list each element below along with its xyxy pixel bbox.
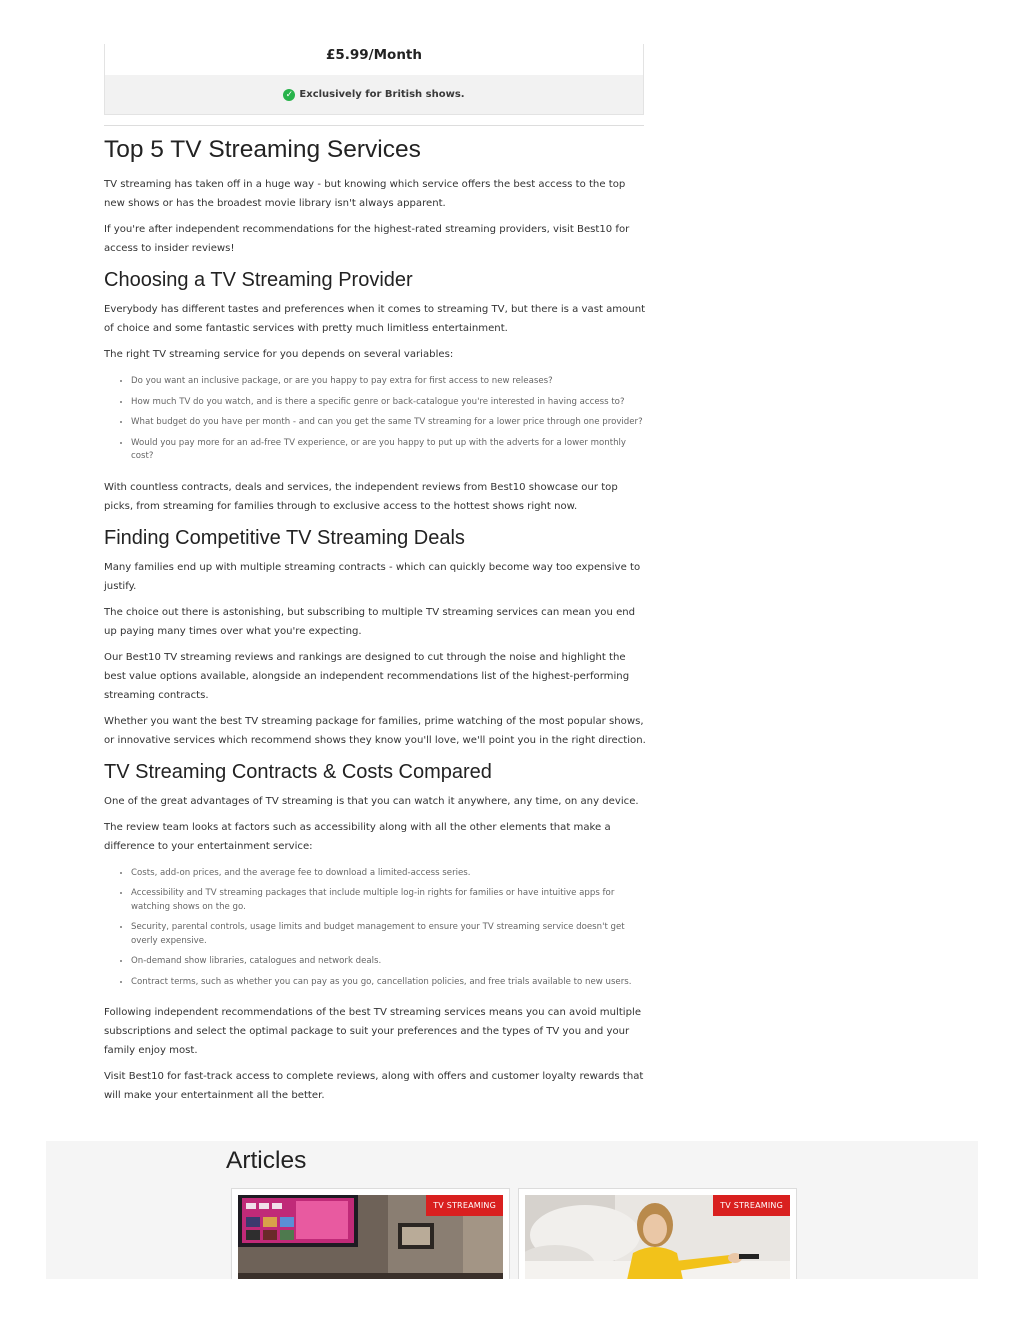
paragraph: Our Best10 TV streaming reviews and rankings are designed to cut through the noise and highlight the best value options available, alongside an independent recommendations list of the highest-performing streaming contracts. — [104, 651, 630, 701]
variables-list — [104, 375, 646, 464]
paragraph: The review team looks at factors such as accessibility along with all the other elements that make a difference to your entertainment service: — [104, 821, 611, 852]
paragraph: With countless contracts, deals and services, the independent reviews from Best10 showcase our top picks, from streaming for families through to exclusive access to the hottest shows right now. — [104, 481, 618, 512]
article-card[interactable] — [231, 1188, 510, 1279]
section-heading-contracts: TV Streaming Contracts & Costs Compared — [104, 760, 492, 783]
article-card[interactable] — [518, 1188, 797, 1279]
paragraph: Whether you want the best TV streaming package for families, prime watching of the most popular shows, or innovative services which recommend shows they know you'll love, we'll point you in the right direction. — [104, 715, 646, 746]
article-title: Top 5 TV Streaming Services — [104, 136, 421, 163]
list-item: • On-demand show libraries, catalogues and network deals. — [131, 955, 646, 969]
list-item: • Contract terms, such as whether you can pay as you go, cancellation policies, and free trials available to new users. — [131, 976, 646, 990]
paragraph: One of the great advantages of TV streaming is that you can watch it anywhere, any time, on any device. — [104, 795, 639, 807]
intro-paragraph: If you're after independent recommendations for the highest-rated streaming providers, visit Best10 for access to insider reviews! — [104, 224, 630, 254]
paragraph: Many families end up with multiple streaming contracts - which can quickly become way too expensive to justify. — [104, 561, 641, 592]
articles-section — [46, 1141, 978, 1279]
paragraph: Following independent recommendations of the best TV streaming services means you can avoid multiple subscriptions and select the optimal package to suit your preferences and the types of TV you and your family enjoy most. — [104, 1007, 642, 1056]
list-item: • Do you want an inclusive package, or are you happy to pay extra for first access to new releases? — [131, 375, 646, 389]
paragraph: The choice out there is astonishing, but subscribing to multiple TV streaming services can mean you end up paying many times over what you're expecting. — [104, 606, 636, 637]
paragraph: Visit Best10 for fast-track access to complete reviews, along with offers and customer loyalty rewards that will make your entertainment all the better. — [104, 1071, 644, 1101]
paragraph: The right TV streaming service for you depends on several variables: — [104, 349, 454, 360]
category-tag[interactable]: TV STREAMING — [426, 1195, 503, 1216]
list-item: • Accessibility and TV streaming packages that include multiple log-in rights for families or have intuitive apps for watching shows on the go. — [131, 887, 646, 914]
articles-heading: Articles — [226, 1147, 307, 1174]
section-heading-choosing: Choosing a TV Streaming Provider — [104, 269, 413, 291]
list-item: • Costs, add-on prices, and the average fee to download a limited-access series. — [131, 867, 646, 881]
intro-paragraph: TV streaming has taken off in a huge way - but knowing which service offers the best access to the top new shows or has the broadest movie library isn't always apparent. — [104, 179, 626, 209]
section-heading-deals: Finding Competitive TV Streaming Deals — [104, 526, 465, 549]
category-tag[interactable]: TV STREAMING — [713, 1195, 790, 1216]
check-circle-icon: ✓ — [283, 89, 295, 101]
price-label: £5.99/Month — [325, 47, 423, 63]
divider — [104, 125, 644, 126]
article-body — [104, 133, 646, 1112]
pricing-feature-text: Exclusively for British shows. — [299, 89, 465, 100]
list-item: • How much TV do you watch, and is there a specific genre or back-catalogue you're interested in having access to? — [131, 396, 646, 410]
paragraph: Everybody has different tastes and preferences when it comes to streaming TV, but there is a vast amount of choice and some fantastic services with pretty much limitless entertainment. — [104, 304, 646, 334]
pricing-card — [104, 44, 644, 115]
factors-list — [104, 867, 646, 990]
list-item: • Security, parental controls, usage limits and budget management to ensure your TV streaming service doesn't get overly expensive. — [131, 921, 646, 948]
pricing-feature — [105, 75, 643, 114]
list-item: • Would you pay more for an ad-free TV experience, or are you happy to put up with the adverts for a lower monthly cost? — [131, 437, 646, 464]
list-item: • What budget do you have per month - and can you get the same TV streaming for a lower price through one provider? — [131, 416, 646, 430]
